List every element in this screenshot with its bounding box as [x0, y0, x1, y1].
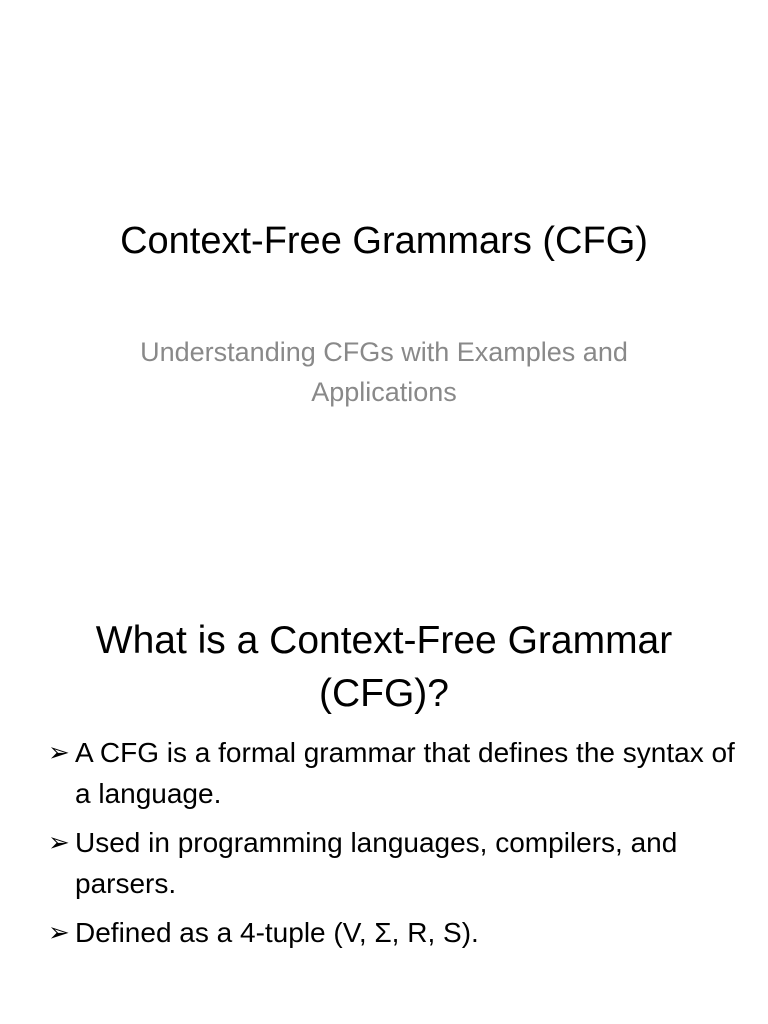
arrowhead-bullet-icon: ➢	[48, 737, 70, 767]
slide-title: Context-Free Grammars (CFG)	[120, 220, 648, 262]
bullet-text: A CFG is a formal grammar that defines the syntax of a language.	[75, 737, 735, 809]
slide-subtitle: Understanding CFGs with Examples and Applications	[140, 337, 628, 407]
bullet-text: Defined as a 4-tuple (V, Σ, R, S).	[75, 917, 479, 948]
bullet-list	[48, 732, 738, 961]
bullet-item	[48, 732, 738, 814]
arrowhead-bullet-icon: ➢	[48, 827, 70, 857]
arrowhead-bullet-icon: ➢	[48, 917, 70, 947]
content-slide	[0, 576, 768, 1024]
bullet-item	[48, 822, 738, 904]
slide-title: What is a Context-Free Grammar (CFG)?	[95, 619, 673, 715]
bullet-text: Used in programming languages, compilers, and parsers.	[75, 827, 678, 899]
bullet-item	[48, 912, 738, 953]
